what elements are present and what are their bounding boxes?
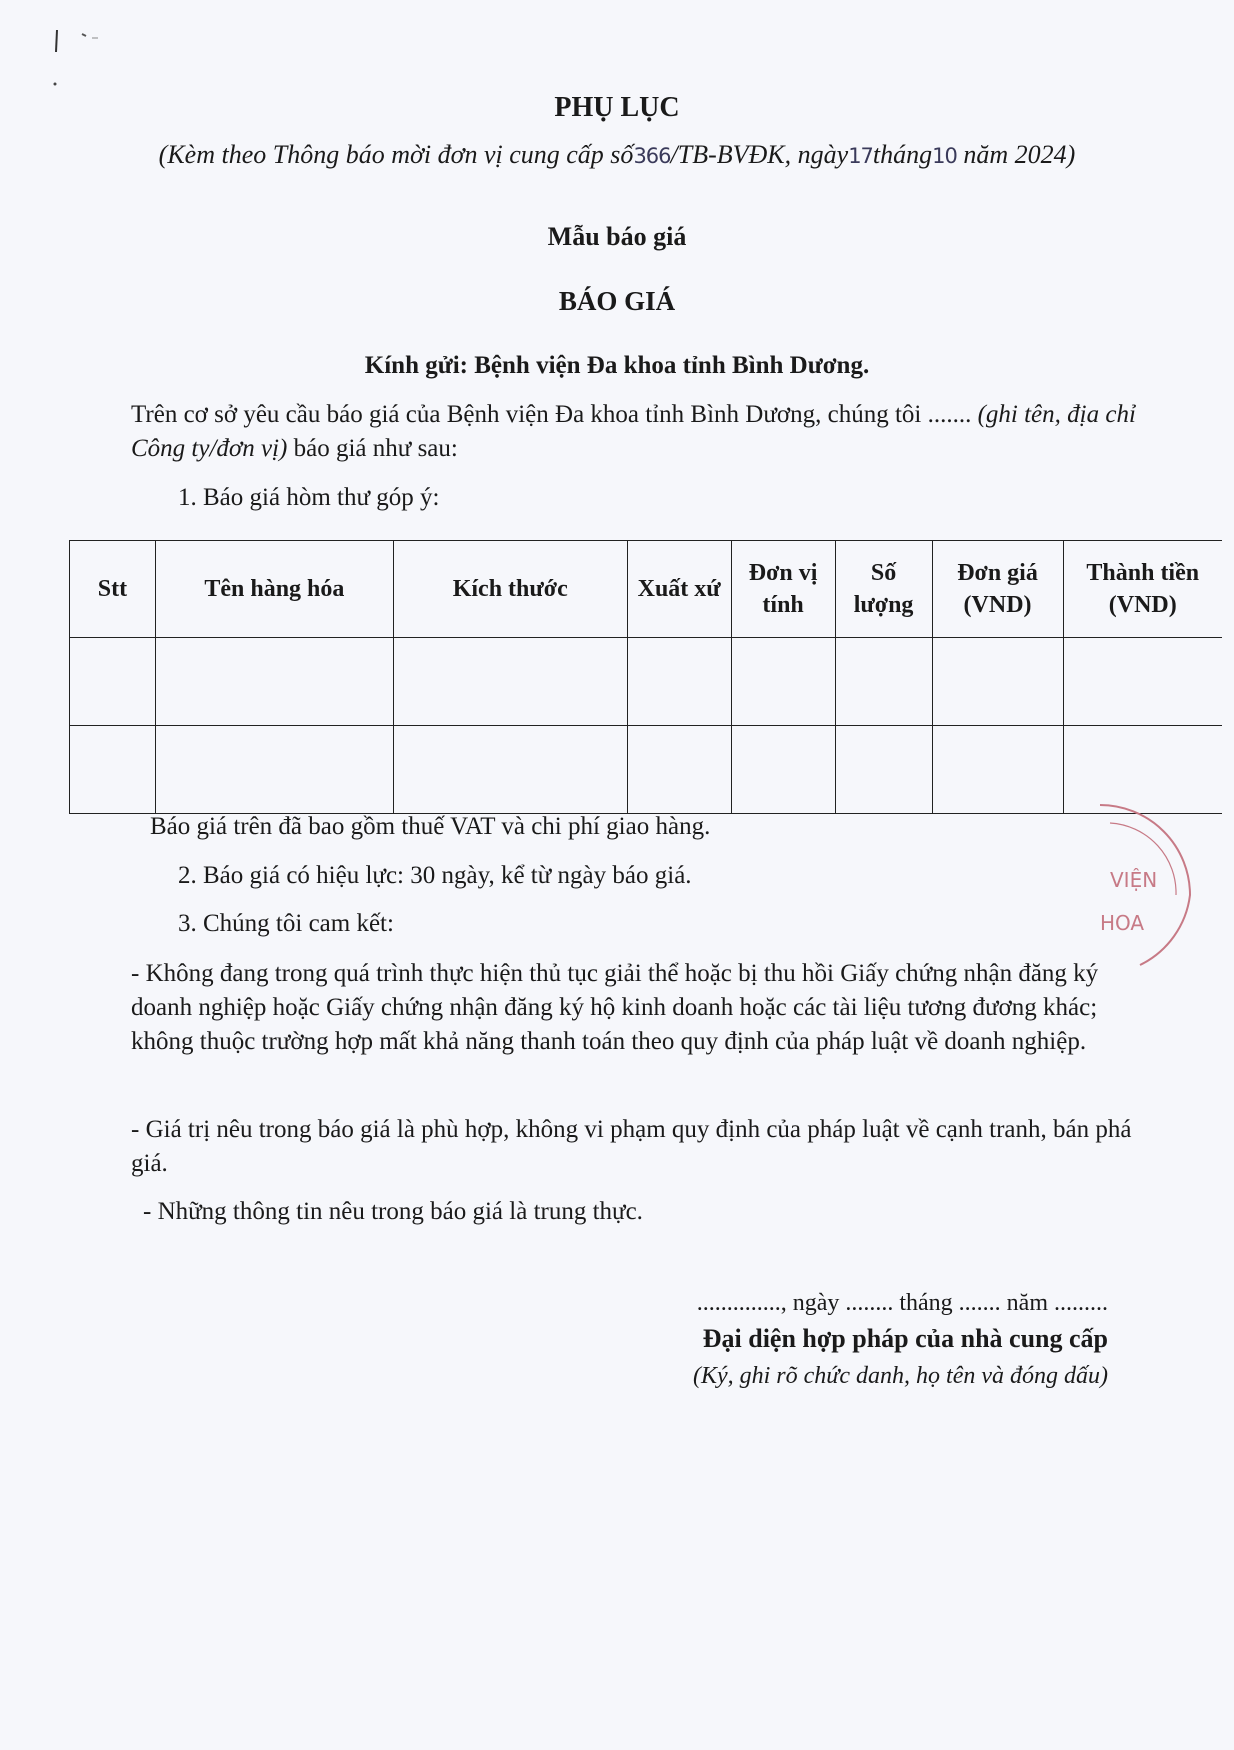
representative-title: Đại diện hợp pháp của nhà cung cấp	[702, 1324, 1108, 1353]
table-cell	[932, 638, 1063, 726]
quote-title: BÁO GIÁ	[558, 286, 676, 316]
table-cell	[70, 726, 156, 814]
header-name: Tên hàng hóa	[155, 541, 393, 638]
header-stt: Stt	[70, 541, 156, 638]
table-row	[70, 726, 1223, 814]
intro-paragraph	[131, 398, 1171, 466]
item-2-validity: 2. Báo giá có hiệu lực: 30 ngày, kể từ ngày báo giá.	[178, 862, 692, 889]
appendix-subtitle	[0, 140, 1234, 170]
scan-marks	[52, 22, 152, 92]
header-total: Thành tiền (VND)	[1063, 541, 1222, 638]
commitment-1: - Không đang trong quá trình thực hiện thủ tục giải thể hoặc bị thu hồi Giấy chứng nhận đăng ký doanh nghiệp hoặc Giấy chứng nhận đăng ký hộ kinh doanh hoặc các tài liệu tương đương khác; không thuộc trường hợp mất khả năng thanh toán theo quy định của pháp luật về doanh nghiệp.	[131, 960, 1099, 1055]
appendix-title: PHỤ LỤC	[554, 92, 680, 123]
table-row	[70, 638, 1223, 726]
item-3-commitment: 3. Chúng tôi cam kết:	[178, 910, 394, 937]
commitment-3: - Những thông tin nêu trong báo giá là trung thực.	[143, 1198, 643, 1225]
table-cell	[835, 726, 932, 814]
table-cell	[627, 726, 731, 814]
intro-italic-note: (ghi tên, địa chỉ Công ty/đơn vị)	[131, 401, 1136, 462]
stamp-text-line1: VIỆN	[1110, 868, 1158, 892]
header-size: Kích thước	[393, 541, 627, 638]
subtitle-text-3: tháng	[872, 140, 933, 169]
handwritten-day: 17	[848, 144, 873, 168]
table-cell	[393, 726, 627, 814]
header-unit: Đơn vị tính	[731, 541, 835, 638]
table-cell	[393, 638, 627, 726]
subtitle-text-1: (Kèm theo Thông báo mời đơn vị cung cấp số	[158, 140, 634, 169]
table-cell	[932, 726, 1063, 814]
subtitle-text-2: /TB-BVĐK, ngày	[670, 140, 849, 169]
table-cell	[70, 638, 156, 726]
commitment-2: - Giá trị nêu trong báo giá là phù hợp, không vi phạm quy định của pháp luật về cạnh tranh, bán phá giá.	[131, 1116, 1132, 1177]
handwritten-number: 366	[633, 144, 671, 168]
signature-note: (Ký, ghi rõ chức danh, họ tên và đóng dấu)	[692, 1363, 1108, 1389]
subtitle-text-4: năm 2024)	[956, 140, 1076, 169]
table-cell	[1063, 638, 1222, 726]
stamp-text-line2: HOA	[1100, 911, 1145, 935]
vat-note: Báo giá trên đã bao gồm thuế VAT và chi phí giao hàng.	[150, 813, 711, 840]
hospital-stamp	[1080, 795, 1210, 975]
table-header-row	[70, 541, 1223, 638]
date-line: .............., ngày ........ tháng ....... năm .........	[696, 1290, 1108, 1316]
table-cell	[731, 638, 835, 726]
handwritten-month: 10	[932, 144, 957, 168]
table-cell	[627, 638, 731, 726]
form-title: Mẫu báo giá	[547, 222, 687, 251]
table-cell	[731, 726, 835, 814]
table-cell	[155, 638, 393, 726]
quote-table	[69, 540, 1222, 814]
intro-end: báo giá như sau:	[287, 435, 458, 462]
header-price: Đơn giá (VND)	[932, 541, 1063, 638]
intro-text: Trên cơ sở yêu cầu báo giá của Bệnh viện Đa khoa tỉnh Bình Dương, chúng tôi .......	[131, 401, 978, 428]
table-cell	[835, 638, 932, 726]
header-qty: Số lượng	[835, 541, 932, 638]
header-origin: Xuất xứ	[627, 541, 731, 638]
table-cell	[155, 726, 393, 814]
recipient-line: Kính gửi: Bệnh viện Đa khoa tỉnh Bình Dương.	[364, 352, 870, 379]
item-1-heading: 1. Báo giá hòm thư góp ý:	[178, 484, 440, 511]
